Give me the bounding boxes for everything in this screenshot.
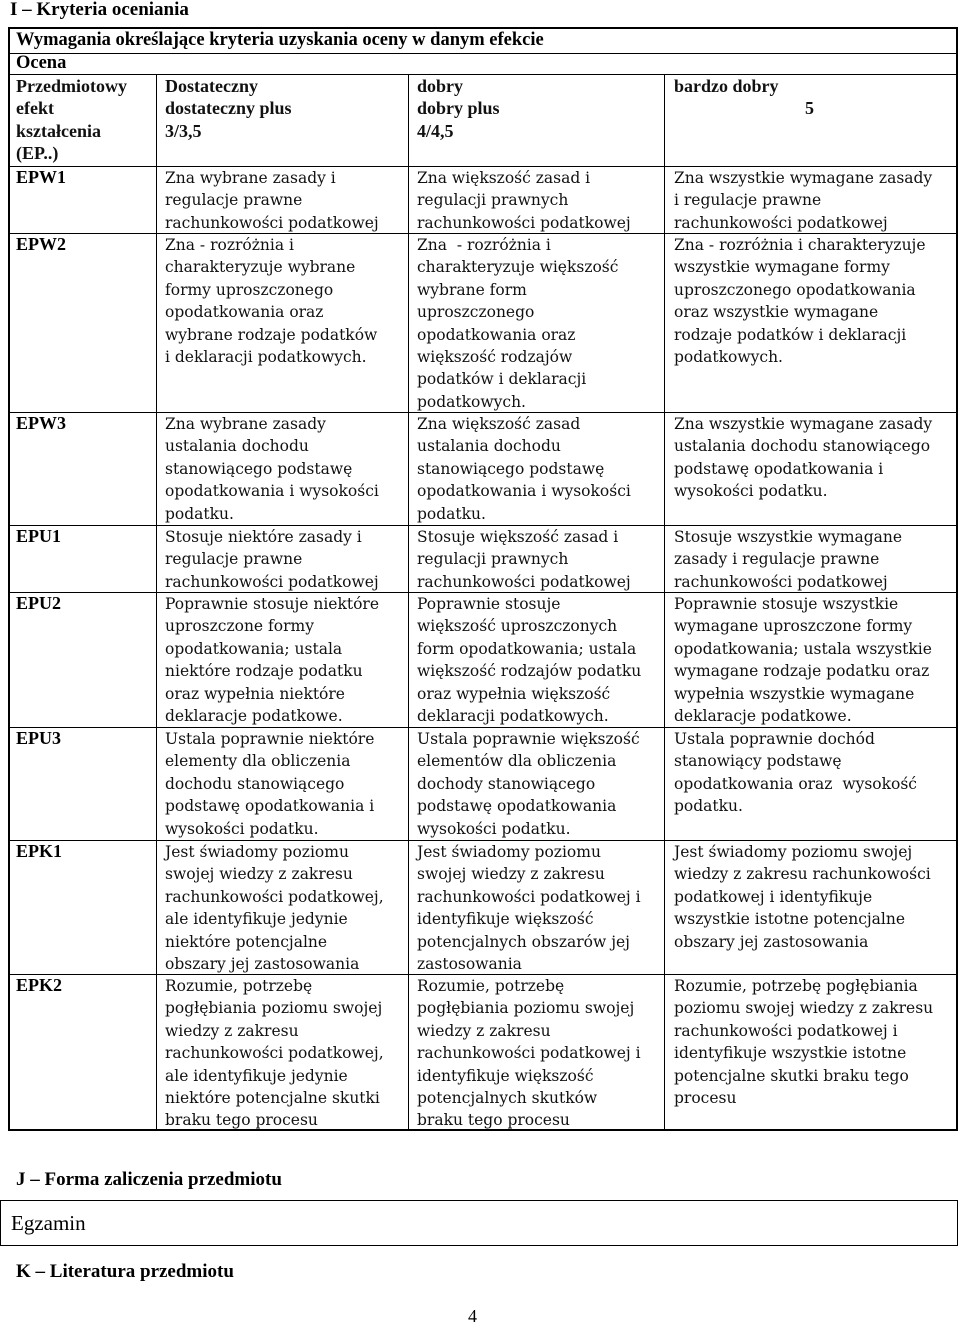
effect-code: EPW1 bbox=[16, 167, 67, 187]
criteria-cell-5: Rozumie, potrzebę pogłębiania poziomu swojej wiedzy z zakresu rachunkowości podatkowej i identyfikuje wszystkie istotne potencjalne skutki braku tego procesu bbox=[674, 977, 934, 1108]
col-header-bardzo-dobry: bardzo dobry bbox=[674, 76, 779, 96]
criteria-cell-4: Zna większość zasad ustalania dochodu stanowiącego podstawę opodatkowania i wysokości podatku. bbox=[417, 415, 631, 523]
page-number: 4 bbox=[468, 1306, 477, 1326]
criteria-cell-3: Zna - rozróżnia i charakteryzuje wybrane formy uproszczonego opodatkowania oraz wybrane rodzaje podatków i deklaracji podatkowych. bbox=[165, 236, 378, 367]
section-i-title: I – Kryteria oceniania bbox=[10, 0, 189, 20]
col-header-effect: Przedmiotowy efekt kształcenia (EP..) bbox=[16, 76, 127, 164]
header-divider bbox=[10, 53, 956, 54]
criteria-cell-3: Ustala poprawnie niektóre elementy dla obliczenia dochodu stanowiącego podstawę opodatkowania i wysokości podatku. bbox=[165, 730, 375, 838]
table-header-requirements: Wymagania określające kryteria uzyskania oceny w danym efekcie bbox=[16, 30, 544, 50]
criteria-cell-3: Poprawnie stosuje niektóre uproszczone formy opodatkowania; ustala niektóre rodzaje podatku oraz wypełnia niektóre deklaracje podatkowe. bbox=[165, 595, 380, 726]
criteria-cell-4: Rozumie, potrzebę pogłębiania poziomu swojej wiedzy z zakresu rachunkowości podatkowej i identyfikuje większość potencjalnych skutków braku tego procesu bbox=[417, 977, 641, 1130]
effect-code: EPK1 bbox=[16, 841, 63, 861]
criteria-cell-3: Zna wybrane zasady ustalania dochodu stanowiącego podstawę opodatkowania i wysokości podatku. bbox=[165, 415, 379, 523]
effect-code: EPU2 bbox=[16, 593, 61, 613]
effect-code: EPU1 bbox=[16, 526, 61, 546]
criteria-cell-4: Zna - rozróżnia i charakteryzuje większość wybrane form uproszczonego opodatkowania oraz większość rodzajów podatków i deklaracji podatkowych. bbox=[417, 236, 619, 411]
criteria-cell-5: Poprawnie stosuje wszystkie wymagane uproszczone formy opodatkowania; ustala wszystkie wymagane rodzaje podatku oraz wypełnia wszystkie wymagane deklaracje podatkowe. bbox=[674, 595, 932, 726]
assessment-form-box bbox=[0, 1200, 958, 1246]
criteria-cell-5: Zna - rozróżnia i charakteryzuje wszystkie wymagane formy uproszczonego opodatkowania oraz wszystkie wymagane rodzaje podatków i deklaracji podatkowych. bbox=[674, 236, 926, 367]
effect-code: EPK2 bbox=[16, 975, 63, 995]
assessment-form-value: Egzamin bbox=[11, 1211, 86, 1235]
effect-code: EPW2 bbox=[16, 234, 67, 254]
effect-code: EPU3 bbox=[16, 728, 61, 748]
criteria-cell-5: Stosuje wszystkie wymagane zasady i regulacje prawne rachunkowości podatkowej bbox=[674, 528, 903, 591]
criteria-cell-4: Stosuje większość zasad i regulacji prawnych rachunkowości podatkowej bbox=[417, 528, 631, 591]
criteria-cell-3: Jest świadomy poziomu swojej wiedzy z zakresu rachunkowości podatkowej, ale identyfikuje jedynie niektóre potencjalne obszary jej zastosowania bbox=[165, 843, 384, 974]
criteria-cell-4: Poprawnie stosuje większość uproszczonych form opodatkowania; ustala większość rodzajów podatku oraz wypełnia większość deklaracji podatkowych. bbox=[417, 595, 642, 726]
table-header-grade: Ocena bbox=[16, 53, 67, 73]
col-header-grade-5: 5 bbox=[805, 98, 814, 118]
criteria-cell-4: Zna większość zasad i regulacji prawnych rachunkowości podatkowej bbox=[417, 169, 631, 232]
col-header-dobry: dobry dobry plus 4/4,5 bbox=[417, 76, 500, 141]
criteria-cell-3: Zna wybrane zasady i regulacje prawne rachunkowości podatkowej bbox=[165, 169, 379, 232]
criteria-cell-3: Stosuje niektóre zasady i regulacje prawne rachunkowości podatkowej bbox=[165, 528, 379, 591]
section-j-title: J – Forma zaliczenia przedmiotu bbox=[16, 1169, 282, 1190]
criteria-cell-5: Zna wszystkie wymagane zasady ustalania dochodu stanowiącego podstawę opodatkowania i wysokości podatku. bbox=[674, 415, 933, 501]
col-header-dostateczny: Dostateczny dostateczny plus 3/3,5 bbox=[165, 76, 292, 141]
criteria-cell-4: Ustala poprawnie większość elementów dla obliczenia dochody stanowiącego podstawę opodatkowania wysokości podatku. bbox=[417, 730, 640, 838]
effect-code: EPW3 bbox=[16, 413, 67, 433]
criteria-cell-5: Jest świadomy poziomu swojej wiedzy z zakresu rachunkowości podatkowej i identyfikuje wszystkie istotne potencjalne obszary jej zastosowania bbox=[674, 843, 931, 951]
criteria-cell-5: Ustala poprawnie dochód stanowiący podstawę opodatkowania oraz wysokość podatku. bbox=[674, 730, 917, 816]
criteria-cell-4: Jest świadomy poziomu swojej wiedzy z zakresu rachunkowości podatkowej i identyfikuje większość potencjalnych obszarów jej zastosowania bbox=[417, 843, 641, 974]
section-k-title: K – Literatura przedmiotu bbox=[16, 1261, 234, 1282]
criteria-cell-3: Rozumie, potrzebę pogłębiania poziomu swojej wiedzy z zakresu rachunkowości podatkowej, ale identyfikuje jedynie niektóre potencjalne skutki braku tego procesu bbox=[165, 977, 384, 1130]
criteria-cell-5: Zna wszystkie wymagane zasady i regulacje prawne rachunkowości podatkowej bbox=[674, 169, 933, 232]
